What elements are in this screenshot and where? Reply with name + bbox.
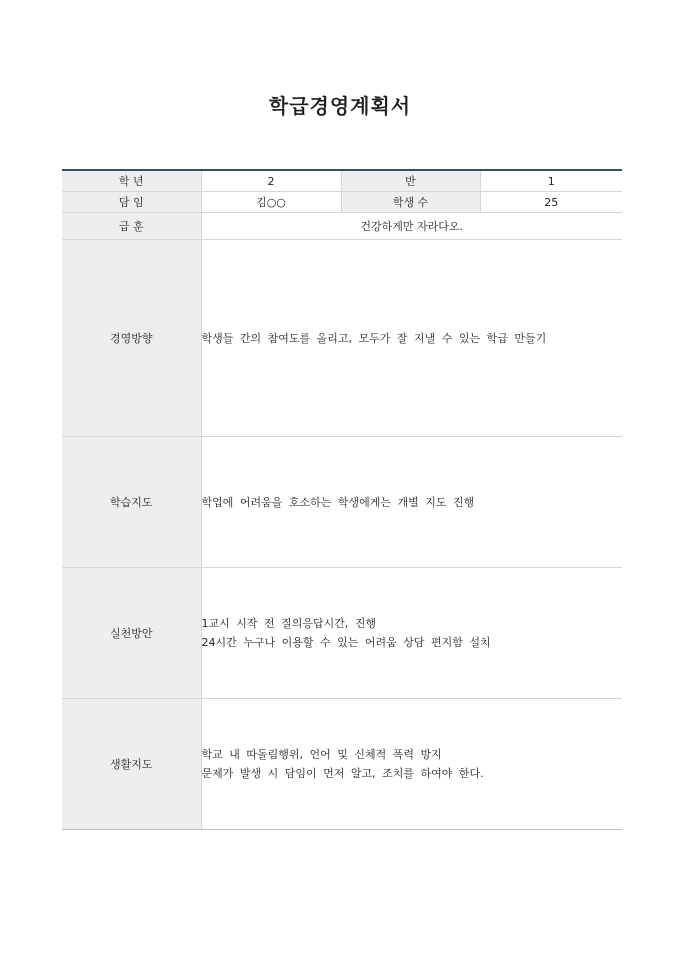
students-label: 학생 수	[341, 192, 480, 213]
class-value: 1	[480, 170, 622, 192]
students-value: 25	[480, 192, 622, 213]
section-row-study	[62, 437, 622, 568]
section-line: 1교시 시작 전 질의응답시간, 진행	[201, 617, 377, 630]
teacher-label: 담 임	[62, 192, 201, 213]
class-label: 반	[341, 170, 480, 192]
section-label: 실천방안	[62, 568, 201, 699]
grade-value: 2	[201, 170, 341, 192]
teacher-value: 김○○	[201, 192, 341, 213]
section-label: 학습지도	[62, 437, 201, 568]
section-content	[201, 437, 622, 568]
section-content	[201, 568, 622, 699]
section-content	[201, 240, 622, 437]
section-line: 학교 내 따돌림행위, 언어 및 신체적 폭력 방지	[201, 748, 442, 761]
grade-label: 학 년	[62, 170, 201, 192]
section-line: 학생들 간의 참여도를 올리고, 모두가 잘 지낼 수 있는 학급 만들기	[201, 331, 547, 345]
section-content	[201, 699, 622, 830]
class-plan-table	[62, 169, 622, 830]
teacher-students-row	[62, 192, 622, 213]
document-title: 학급경영계획서	[268, 94, 412, 118]
section-label: 생활지도	[62, 699, 201, 830]
motto-label: 급 훈	[62, 213, 201, 240]
section-line: 문제가 발생 시 담임이 먼저 알고, 조치를 하여야 한다.	[201, 767, 484, 780]
section-row-practice	[62, 568, 622, 699]
section-row-life	[62, 699, 622, 830]
motto-row	[62, 213, 622, 240]
section-line: 24시간 누구나 이용할 수 있는 어려움 상담 편지함 설치	[201, 636, 491, 649]
grade-class-row	[62, 170, 622, 192]
section-label: 경영방향	[62, 240, 201, 437]
section-line: 학업에 어려움을 호소하는 학생에게는 개별 지도 진행	[201, 495, 475, 509]
section-row-direction	[62, 240, 622, 437]
motto-value: 건강하게만 자라다오.	[201, 213, 622, 240]
